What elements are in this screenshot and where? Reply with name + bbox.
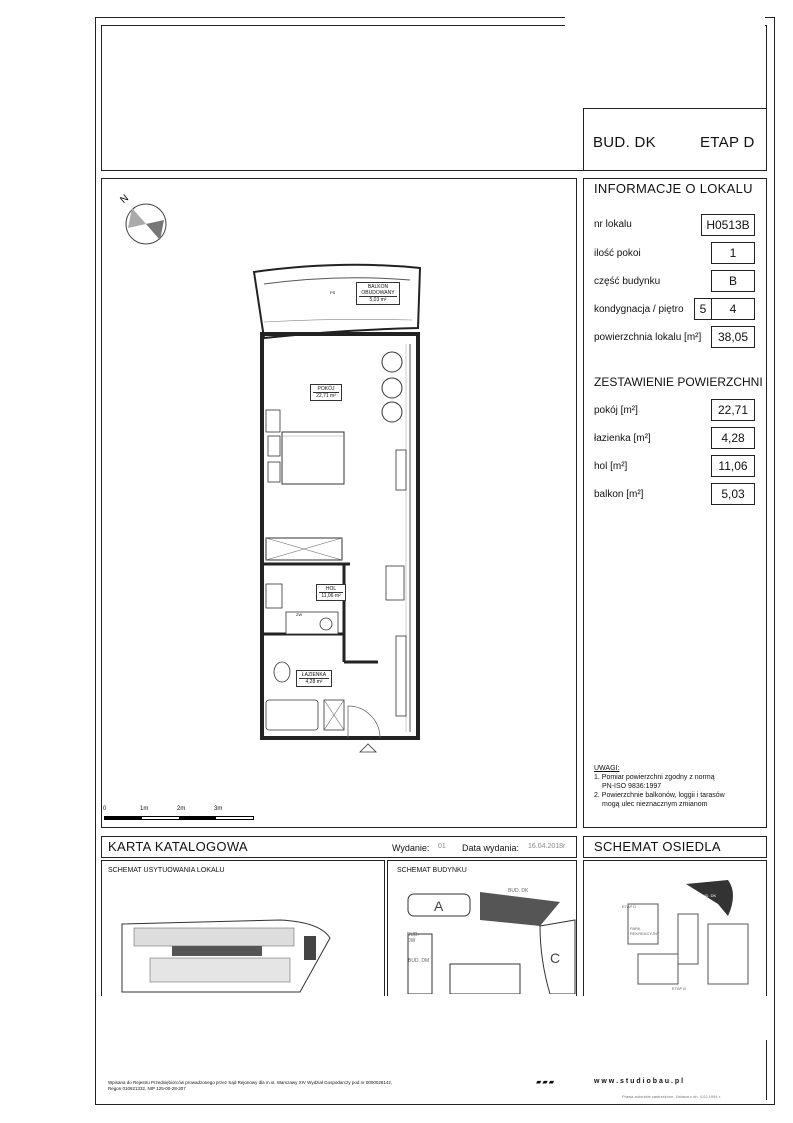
notes-line2: PN-ISO 9836:1997 [602,783,662,790]
unit-scheme-map [120,918,332,994]
areas-heading: ZESTAWIENIE POWIERZCHNI [594,375,763,389]
room-label [310,384,342,401]
stage-code: ETAP D [700,134,755,151]
info-label-unit: nr lokalu [594,219,632,230]
estate-etap-b-label: ETAP B [672,986,686,991]
bath-area: 4,28 m² [299,678,329,685]
scale-2: 2m [177,806,186,812]
notes-line1: 1. Pomiar powierzchni zgodny z normą [594,774,715,781]
area-value-room: 22,71 [711,399,755,421]
bath-label [296,670,332,687]
register-info [108,1080,392,1092]
ps-label: PS [330,290,336,295]
hall-name: HOL [325,586,337,592]
studio-logo: ▰▰▰ [536,1079,556,1086]
zw-label: ZW [296,612,303,617]
info-value-part: B [711,270,755,292]
area-label-room: pokój [m²] [594,405,638,416]
unit-scheme-title: SCHEMAT USYTUOWANIA LOKALU [108,867,225,874]
copyright-note: Prawa autorskie zastrzeżone. Ustawa z dn. 4.02.1994 r. [622,1094,721,1099]
info-label-rooms: ilość pokoi [594,248,641,259]
estate-map [588,864,764,994]
building-c-label: C [550,950,561,966]
footer-rule [766,1040,767,1100]
register-line1: Wpisana do Rejestru Przedsiębiorców prowadzonego przez Sąd Rejonowy dla m.st. Warszawy XIV Wydział Gospodarczy pod nr 0000028142, [108,1080,393,1085]
register-line2: Regon 010621332, NIP 125-00-28-307 [108,1086,186,1091]
notes-line4: mogą ulec nieznacznym zmianom [602,801,708,808]
header-logo-mask [565,17,765,107]
notes-heading: UWAGI: [594,765,620,772]
building-code: BUD. DK [593,134,656,151]
notes-line3: 2. Powierzchnie balkonów, loggii i tarasów [594,792,725,799]
notes [594,764,725,809]
info-label-part: część budynku [594,276,661,287]
info-value-unit: H0513B [701,214,755,236]
issue-label: Wydanie: [392,843,430,853]
catalog-title: KARTA KATALOGOWA [108,839,248,854]
area-label-bath: łazienka [m²] [594,433,651,444]
area-value-balcony: 5,03 [711,483,755,505]
bud-dw-label: BUD. DW [407,932,419,944]
building-a-label: A [434,898,444,914]
estate-title: SCHEMAT OSIEDLA [594,839,721,854]
info-label-floor: kondygnacja / piętro [594,304,684,315]
bath-name: ŁAZIENKA [301,672,327,678]
hall-label [316,584,346,601]
balcony-area: 5,03 m² [359,296,397,303]
estate-etap-d-label: ETAP D [622,904,637,909]
floor-plan [240,262,440,762]
building-scheme-title: SCHEMAT BUDYNKU [397,867,467,874]
area-label-hall: hol [m²] [594,461,628,472]
hall-area: 11,06 m² [319,592,343,599]
balcony-name: BALKON OBUDOWANY [361,284,395,296]
info-label-area: powierzchnia lokalu [m²] [594,332,702,343]
scale-3: 3m [214,806,223,812]
estate-park-label: PARK REKREACYJNY [630,926,660,936]
info-heading: INFORMACJE O LOKALU [594,181,753,196]
scale-bar [104,816,254,820]
scale-1: 1m [140,806,149,812]
svg-text:N: N [118,192,131,206]
area-label-balcony: balkon [m²] [594,489,644,500]
room-area: 22,71 m² [313,392,339,399]
issue-value: 01 [438,843,446,850]
date-label: Data wydania: [462,843,520,853]
scale-0: 0 [103,806,107,812]
bud-dk-label: BUD. DK [508,888,529,894]
website-url: w w w . s t u d i o b a u . p l [594,1078,684,1085]
info-value-area: 38,05 [711,326,755,348]
info-value-rooms: 1 [711,242,755,264]
bud-dm-label: BUD. DM [408,958,430,964]
balcony-label [356,282,400,305]
north-arrow-icon [118,188,170,248]
room-name: POKÓJ [317,386,335,392]
info-value-floor: 4 [711,298,755,320]
estate-bud-label: BUD. DK [700,893,717,898]
area-value-hall: 11,06 [711,455,755,477]
info-value-floor-level: 5 [694,298,712,320]
date-value: 16.04.2018r [528,843,566,850]
area-value-bath: 4,28 [711,427,755,449]
